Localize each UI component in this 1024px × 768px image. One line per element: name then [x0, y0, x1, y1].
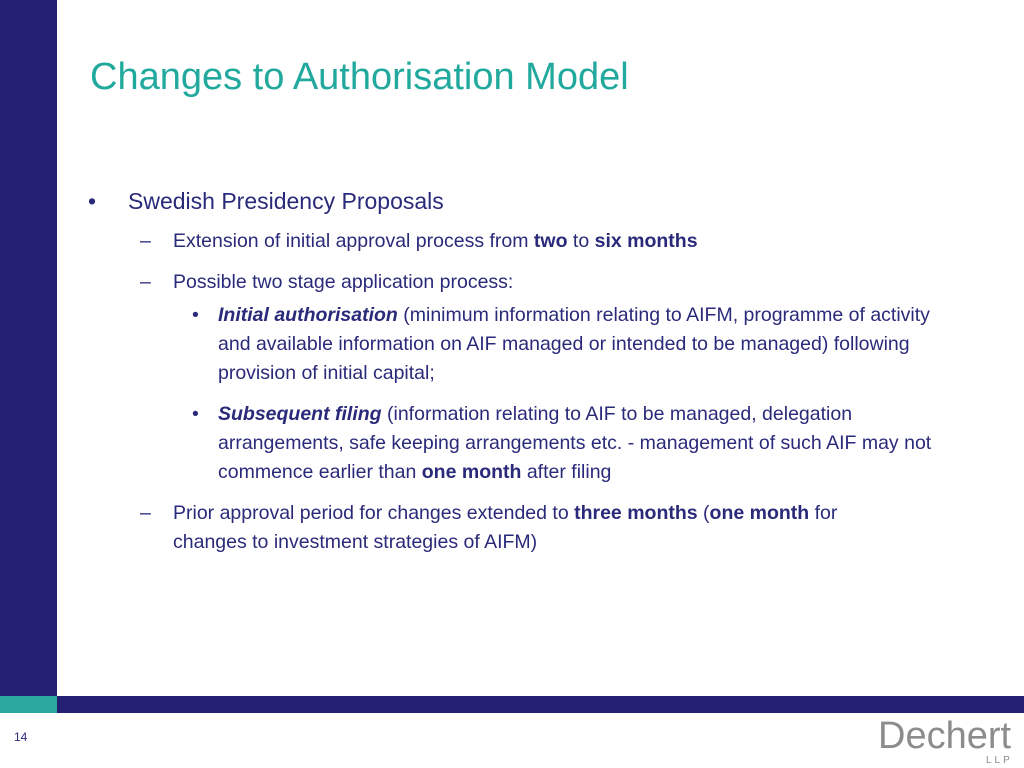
bullet-text: Extension of initial approval process from	[173, 230, 534, 252]
bullet-text: for changes to investment strategies of AIFM)	[173, 502, 838, 553]
bullet-marker: •	[192, 403, 199, 425]
page-number: 14	[14, 730, 28, 744]
bullet-level2-prior-approval	[140, 499, 873, 557]
slide-content	[88, 186, 968, 557]
bullet-level1	[88, 186, 968, 216]
bullet-text: (minimum information relating to AIFM, programme of activity and available information on AIF managed or intended to be managed) following provision of initial capital;	[218, 304, 930, 384]
bold-italic-text: Subsequent filing	[218, 403, 382, 425]
bold-text: six months	[594, 230, 698, 252]
bullet-text: Prior approval period for changes extended to	[173, 502, 575, 524]
bullet-text: Possible two stage application process:	[173, 271, 514, 293]
bold-text: three months	[574, 502, 698, 524]
bullet-text: after filing	[521, 461, 612, 483]
bullet-level3-initial-authorisation	[192, 301, 948, 388]
dash-marker: –	[140, 271, 151, 293]
bullet-marker: •	[192, 304, 199, 326]
bullet-text: to	[567, 230, 595, 252]
bold-italic-text: Initial authorisation	[218, 304, 398, 326]
bullet-text: (information relating to AIF to be managed, delegation arrangements, safe keeping arrangements etc. - management of such AIF may not commence earlier than	[218, 403, 932, 483]
bullet-level2-extension	[140, 227, 873, 256]
bottom-accent-bar	[0, 696, 1024, 713]
dechert-logo	[878, 712, 1013, 766]
corner-accent	[0, 696, 57, 713]
dash-marker: –	[140, 502, 151, 524]
bullet-level2-two-stage	[140, 268, 873, 297]
dash-marker: –	[140, 230, 151, 252]
bullet-marker: •	[88, 188, 97, 214]
bullet-text-swedish-presidency: Swedish Presidency Proposals	[128, 188, 444, 214]
bullet-text: (	[697, 502, 710, 524]
bold-text: one month	[709, 502, 810, 524]
left-accent-bar	[0, 0, 57, 696]
bullet-level3-subsequent-filing	[192, 400, 948, 487]
logo-text: Dechert	[878, 715, 1012, 757]
slide-title: Changes to Authorisation Model	[90, 56, 629, 98]
logo-subtext: LLP	[986, 755, 1013, 766]
bold-text: two	[533, 230, 568, 252]
bold-text: one month	[421, 461, 522, 483]
